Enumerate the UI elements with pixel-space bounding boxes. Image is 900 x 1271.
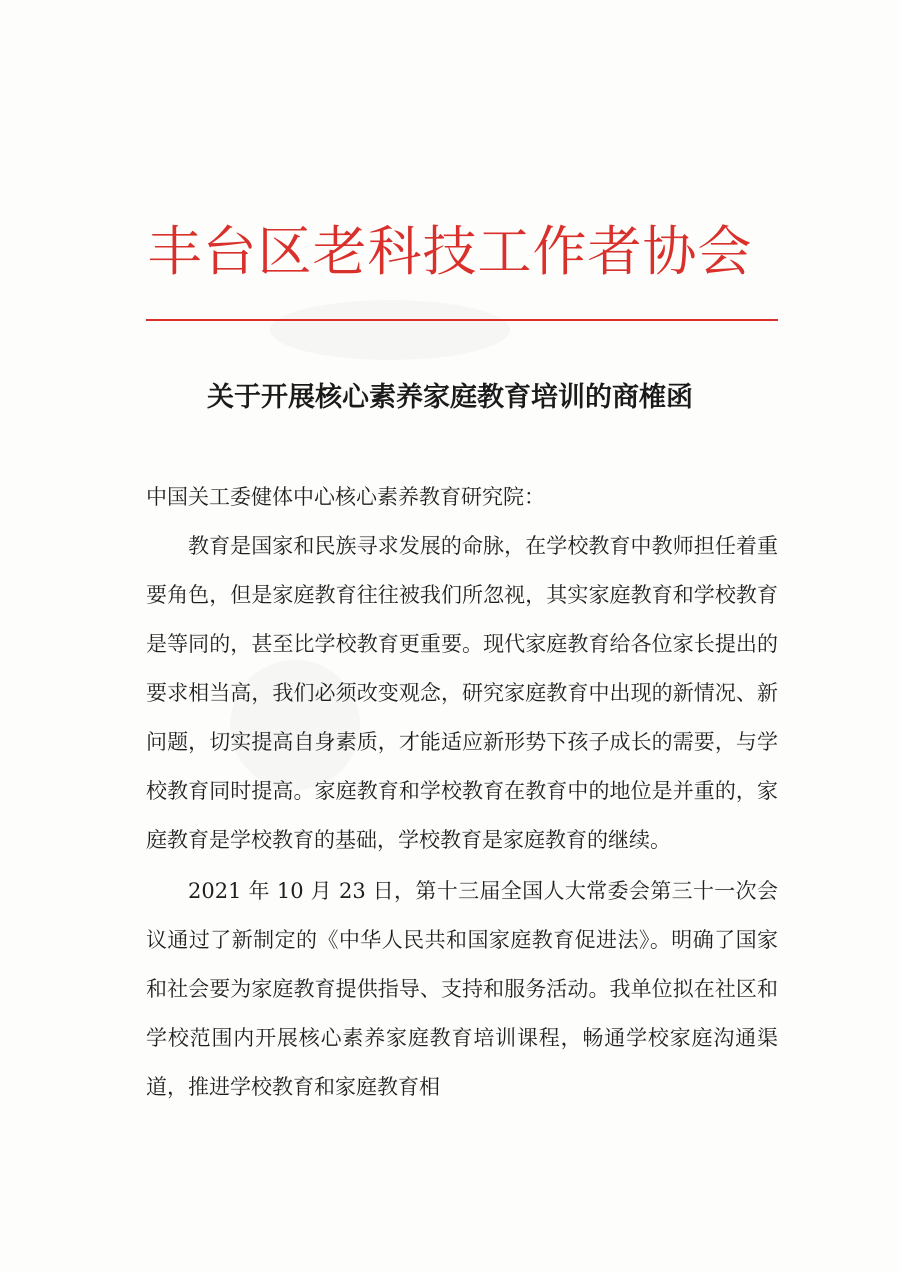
letterhead-rule [146, 319, 778, 321]
body-paragraph: 教育是国家和民族寻求发展的命脉，在学校教育中教师担任着重要角色，但是家庭教育往往被我们所忽视，其实家庭教育和学校教育是等同的，甚至比学校教育更重要。现代家庭教育给各位家长提出的要求相当高，我们必须改变观念，研究家庭教育中出现的新情况、新问题，切实提高自身素质，才能适应新形势下孩子成长的需要，与学校教育同时提高。家庭教育和学校教育在教育中的地位是并重的，家庭教育是学校教育的基础，学校教育是家庭教育的继续。 [146, 534, 778, 852]
body-paragraph: 2021 年 10 月 23 日，第十三届全国人大常委会第三十一次会议通过了新制定的《中华人民共和国家庭教育促进法》。明确了国家和社会要为家庭教育提供指导、支持和服务活动。我单位拟在社区和学校范围内开展核心素养家庭教育培训课程，畅通学校家庭沟通渠道，推进学校教育和家庭教育相 [146, 879, 778, 1099]
scan-smudge [270, 300, 510, 360]
document-title: 关于开展核心素养家庭教育培训的商榷函 [207, 382, 693, 413]
letterhead-organization: 丰台区老科技工作者协会 [147, 220, 753, 283]
salutation: 中国关工委健体中心核心素养教育研究院： [146, 485, 545, 509]
document-body [146, 473, 778, 1112]
